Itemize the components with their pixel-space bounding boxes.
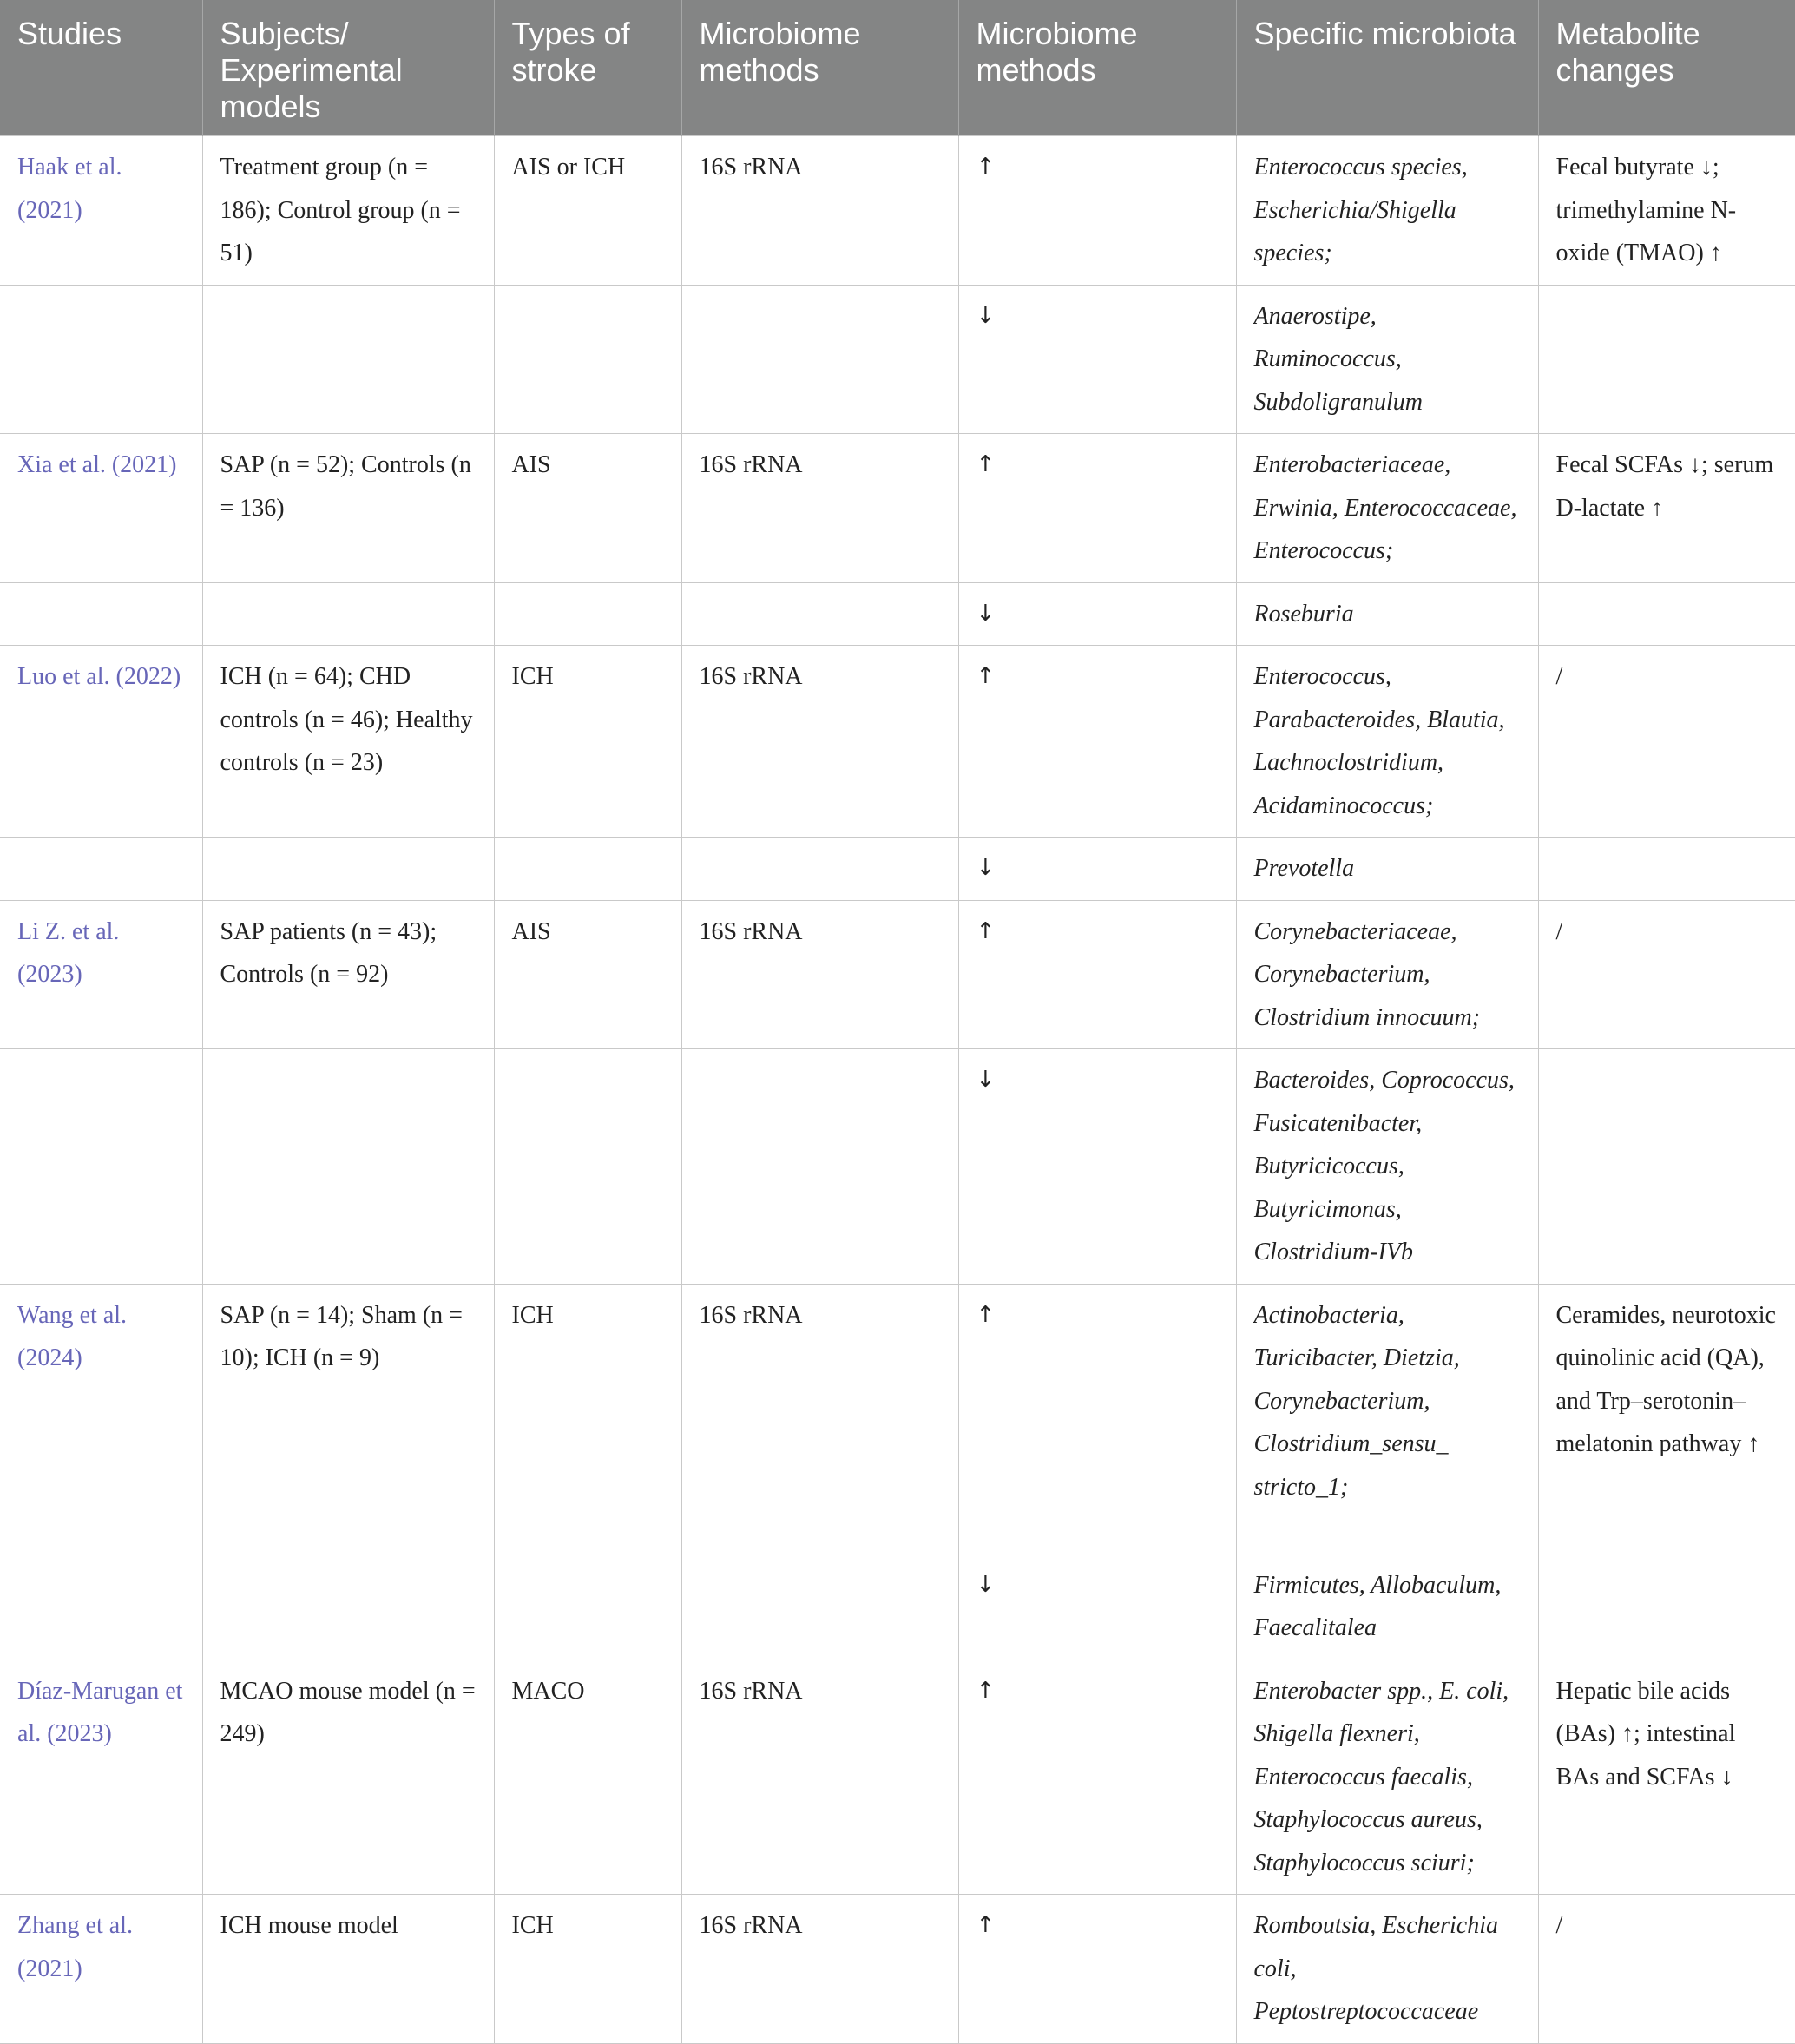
microbiota-cell: Enterobacteriaceae, Erwinia, Enterococcaceae, Enterococcus; (1236, 434, 1538, 583)
subjects-cell: MCAO mouse model (n = 249) (202, 1660, 494, 1895)
subjects-cell: SAP (n = 14); Sham (n = 10); ICH (n = 9) (202, 1284, 494, 1554)
study-cell[interactable]: Díaz-Marugan et al. (2023) (0, 1660, 202, 1895)
stroke-cell (494, 582, 681, 646)
metabolites-cell (1538, 582, 1795, 646)
stroke-cell: ICH (494, 1895, 681, 2044)
direction-cell: ↓ (958, 1049, 1236, 1285)
method-cell: 16S rRNA (681, 900, 958, 1049)
microbiota-cell: Enterobacter spp., E. coli, Shigella flexneri, Enterococcus faecalis, Staphylococcus aureus, Staphylococcus sciuri; (1236, 1660, 1538, 1895)
subjects-cell: ICH (n = 64); CHD controls (n = 46); Healthy controls (n = 23) (202, 646, 494, 838)
subjects-cell (202, 1049, 494, 1285)
metabolites-cell: / (1538, 1895, 1795, 2044)
study-cell[interactable]: Wang et al. (2024) (0, 1284, 202, 1554)
microbiota-cell: Romboutsia, Escherichia coli, Peptostreptococcaceae (1236, 1895, 1538, 2044)
microbiota-cell: Enterococcus, Parabacteroides, Blautia, Lachnoclostridium, Acidaminococcus; (1236, 646, 1538, 838)
subjects-cell (202, 285, 494, 434)
subjects-cell: SAP patients (n = 43); Controls (n = 92) (202, 900, 494, 1049)
metabolites-cell: / (1538, 646, 1795, 838)
microbiota-cell: Roseburia (1236, 582, 1538, 646)
table-row (0, 1049, 1795, 1285)
direction-cell: ↑ (958, 1284, 1236, 1554)
method-cell: 16S rRNA (681, 1895, 958, 2044)
study-cell (0, 582, 202, 646)
study-cell (0, 285, 202, 434)
microbiota-cell: Firmicutes, Allobaculum, Faecalitalea (1236, 1554, 1538, 1660)
method-cell: 16S rRNA (681, 1660, 958, 1895)
study-cell (0, 1049, 202, 1285)
stroke-cell (494, 1049, 681, 1285)
direction-cell: ↓ (958, 1554, 1236, 1660)
study-cell[interactable]: Haak et al. (2021) (0, 136, 202, 286)
table-row (0, 434, 1795, 583)
stroke-cell (494, 1554, 681, 1660)
table-row (0, 582, 1795, 646)
microbiota-cell: Anaerostipe, Ruminococcus, Subdoligranulum (1236, 285, 1538, 434)
table-row (0, 285, 1795, 434)
method-cell: 16S rRNA (681, 434, 958, 583)
method-cell: 16S rRNA (681, 136, 958, 286)
microbiota-cell: Corynebacteriaceae, Corynebacterium, Clostridium innocuum; (1236, 900, 1538, 1049)
stroke-cell: ICH (494, 646, 681, 838)
study-cell[interactable]: Zhang et al. (2021) (0, 1895, 202, 2044)
direction-cell: ↑ (958, 136, 1236, 286)
direction-cell: ↑ (958, 900, 1236, 1049)
table-row (0, 838, 1795, 901)
metabolites-cell (1538, 1554, 1795, 1660)
microbiota-cell: Enterococcus species, Escherichia/Shigella species; (1236, 136, 1538, 286)
subjects-cell (202, 1554, 494, 1660)
table-row (0, 1554, 1795, 1660)
stroke-cell: AIS (494, 900, 681, 1049)
method-cell: 16S rRNA (681, 646, 958, 838)
direction-cell: ↓ (958, 285, 1236, 434)
study-cell[interactable]: Xia et al. (2021) (0, 434, 202, 583)
stroke-cell: AIS or ICH (494, 136, 681, 286)
header-stroke-type: Types of stroke (494, 0, 681, 136)
stroke-cell (494, 838, 681, 901)
direction-cell: ↓ (958, 582, 1236, 646)
method-cell: 16S rRNA (681, 1284, 958, 1554)
study-cell (0, 1554, 202, 1660)
table-row (0, 1660, 1795, 1895)
header-microbiome-methods: Microbiome methods (681, 0, 958, 136)
direction-cell: ↑ (958, 1895, 1236, 2044)
microbiota-cell: Prevotella (1236, 838, 1538, 901)
subjects-cell (202, 582, 494, 646)
metabolites-cell (1538, 1049, 1795, 1285)
method-cell (681, 1554, 958, 1660)
method-cell (681, 582, 958, 646)
stroke-cell: AIS (494, 434, 681, 583)
microbiota-cell: Actinobacteria, Turicibacter, Dietzia, Corynebacterium, Clostridium_sensu_ stricto_1; (1236, 1284, 1538, 1554)
direction-cell: ↑ (958, 1660, 1236, 1895)
method-cell (681, 285, 958, 434)
metabolites-cell (1538, 285, 1795, 434)
microbiota-cell: Bacteroides, Coprococcus, Fusicatenibacter, Butyricicoccus, Butyricimonas, Clostridium-IVb (1236, 1049, 1538, 1285)
metabolites-cell: Ceramides, neurotoxic quinolinic acid (QA), and Trp–serotonin–melatonin pathway ↑ (1538, 1284, 1795, 1554)
metabolites-cell: Fecal SCFAs ↓; serum D-lactate ↑ (1538, 434, 1795, 583)
header-metabolite-changes: Metabolite changes (1538, 0, 1795, 136)
header-studies: Studies (0, 0, 202, 136)
study-cell (0, 838, 202, 901)
header-microbiome-direction: Microbiome methods (958, 0, 1236, 136)
header-specific-microbiota: Specific microbiota (1236, 0, 1538, 136)
stroke-cell (494, 285, 681, 434)
subjects-cell: ICH mouse model (202, 1895, 494, 2044)
table-row (0, 1284, 1795, 1554)
table-row (0, 900, 1795, 1049)
subjects-cell: SAP (n = 52); Controls (n = 136) (202, 434, 494, 583)
header-row (0, 0, 1795, 136)
header-subjects: Subjects/ Experimental models (202, 0, 494, 136)
metabolites-cell: Hepatic bile acids (BAs) ↑; intestinal BAs and SCFAs ↓ (1538, 1660, 1795, 1895)
table-row (0, 646, 1795, 838)
metabolites-cell: / (1538, 900, 1795, 1049)
stroke-cell: ICH (494, 1284, 681, 1554)
direction-cell: ↑ (958, 434, 1236, 583)
metabolites-cell (1538, 838, 1795, 901)
method-cell (681, 838, 958, 901)
study-cell[interactable]: Li Z. et al. (2023) (0, 900, 202, 1049)
direction-cell: ↓ (958, 838, 1236, 901)
stroke-cell: MACO (494, 1660, 681, 1895)
method-cell (681, 1049, 958, 1285)
table-row (0, 136, 1795, 286)
subjects-cell: Treatment group (n = 186); Control group (n = 51) (202, 136, 494, 286)
subjects-cell (202, 838, 494, 901)
metabolites-cell: Fecal butyrate ↓; trimethylamine N-oxide (TMAO) ↑ (1538, 136, 1795, 286)
table-row (0, 1895, 1795, 2044)
study-cell[interactable]: Luo et al. (2022) (0, 646, 202, 838)
direction-cell: ↑ (958, 646, 1236, 838)
